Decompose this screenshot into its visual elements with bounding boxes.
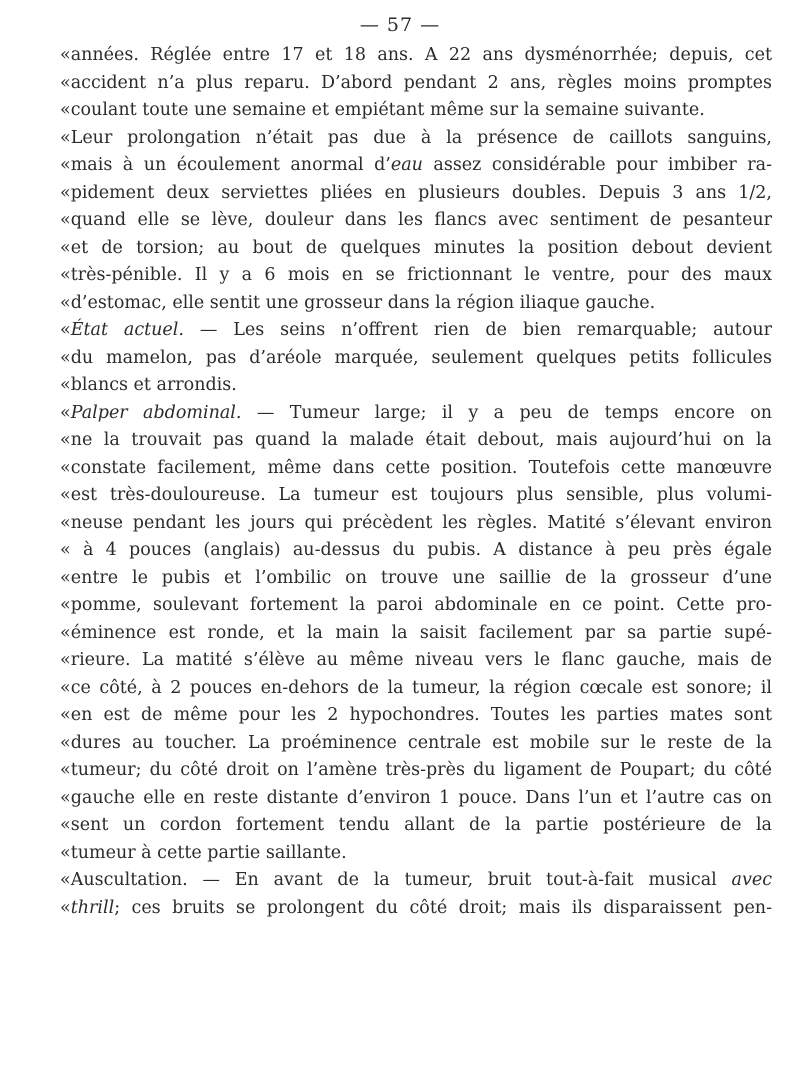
text-line: «Palper abdominal. — Tumeur large; il y a peu de temps encore on bbox=[60, 402, 772, 423]
text-line: «dures au toucher. La proéminence centrale est mobile sur le reste de la bbox=[60, 732, 772, 753]
text-line: «et de torsion; au bout de quelques minutes la position debout devient bbox=[60, 237, 772, 258]
text-line: «constate facilement, même dans cette position. Toutefois cette manœuvre bbox=[60, 457, 772, 478]
text-line: «en est de même pour les 2 hypochondres. Toutes les parties mates sont bbox=[60, 705, 772, 725]
page-number: — 57 — bbox=[359, 14, 441, 36]
text-line: «tumeur; du côté droit on l’amène très-près du ligament de Poupart; du côté bbox=[60, 760, 772, 780]
text-line: «sent un cordon fortement tendu allant de la partie postérieure de la bbox=[60, 815, 772, 835]
text-line: «pomme, soulevant fortement la paroi abdominale en ce point. Cette pro- bbox=[60, 595, 772, 615]
text-line: «mais à un écoulement anormal d’eau assez considérable pour imbiber ra- bbox=[60, 155, 772, 175]
text-line: «Leur prolongation n’était pas due à la présence de caillots sanguins, bbox=[60, 127, 772, 148]
text-line: «ne la trouvait pas quand la malade était debout, mais aujourd’hui on la bbox=[60, 430, 772, 450]
text-line: «d’estomac, elle sentit une grosseur dans la région iliaque gauche. bbox=[60, 292, 656, 313]
text-line: «du mamelon, pas d’aréole marquée, seulement quelques petits follicules bbox=[60, 347, 772, 368]
text-line: «ce côté, à 2 pouces en-dehors de la tumeur, la région cœcale est sonore; il bbox=[60, 677, 772, 698]
text-line: «rieure. La matité s’élève au même niveau vers le flanc gauche, mais de bbox=[60, 650, 772, 670]
text-line: «tumeur à cette partie saillante. bbox=[60, 842, 347, 863]
text-line: «est très-douloureuse. La tumeur est toujours plus sensible, plus volumi- bbox=[60, 485, 772, 505]
text-line: «coulant toute une semaine et empiétant même sur la semaine suivante. bbox=[60, 100, 705, 120]
text-line: «blancs et arrondis. bbox=[60, 375, 237, 395]
text-line: «Auscultation. — En avant de la tumeur, bruit tout-à-fait musical avec bbox=[60, 870, 772, 890]
text-line: «accident n’a plus reparu. D’abord pendant 2 ans, règles moins promptes bbox=[60, 72, 772, 93]
text-line: « à 4 pouces (anglais) au-dessus du pubis. A distance à peu près égale bbox=[60, 540, 772, 560]
text-line: «gauche elle en reste distante d’environ 1 pouce. Dans l’un et l’autre cas on bbox=[60, 787, 772, 808]
text-line: «quand elle se lève, douleur dans les flancs avec sentiment de pesanteur bbox=[60, 210, 772, 230]
text-line: «entre le pubis et l’ombilic on trouve une saillie de la grosseur d’une bbox=[60, 567, 772, 588]
text-line: «années. Réglée entre 17 et 18 ans. A 22 ans dysménorrhée; depuis, cet bbox=[60, 45, 772, 65]
body-text bbox=[60, 42, 772, 922]
text-line: «pidement deux serviettes pliées en plusieurs doubles. Depuis 3 ans 1/2, bbox=[60, 182, 772, 203]
text-line: «très-pénible. Il y a 6 mois en se frictionnant le ventre, pour des maux bbox=[60, 265, 772, 285]
text-line: «neuse pendant les jours qui précèdent les règles. Matité s’élevant environ bbox=[60, 512, 772, 533]
text-line: «thrill; ces bruits se prolongent du côté droit; mais ils disparaissent pen- bbox=[60, 897, 772, 918]
text-line: «éminence est ronde, et la main la saisit facilement par sa partie supé- bbox=[60, 622, 772, 643]
text-line: «État actuel. — Les seins n’offrent rien de bien remarquable; autour bbox=[60, 320, 772, 340]
